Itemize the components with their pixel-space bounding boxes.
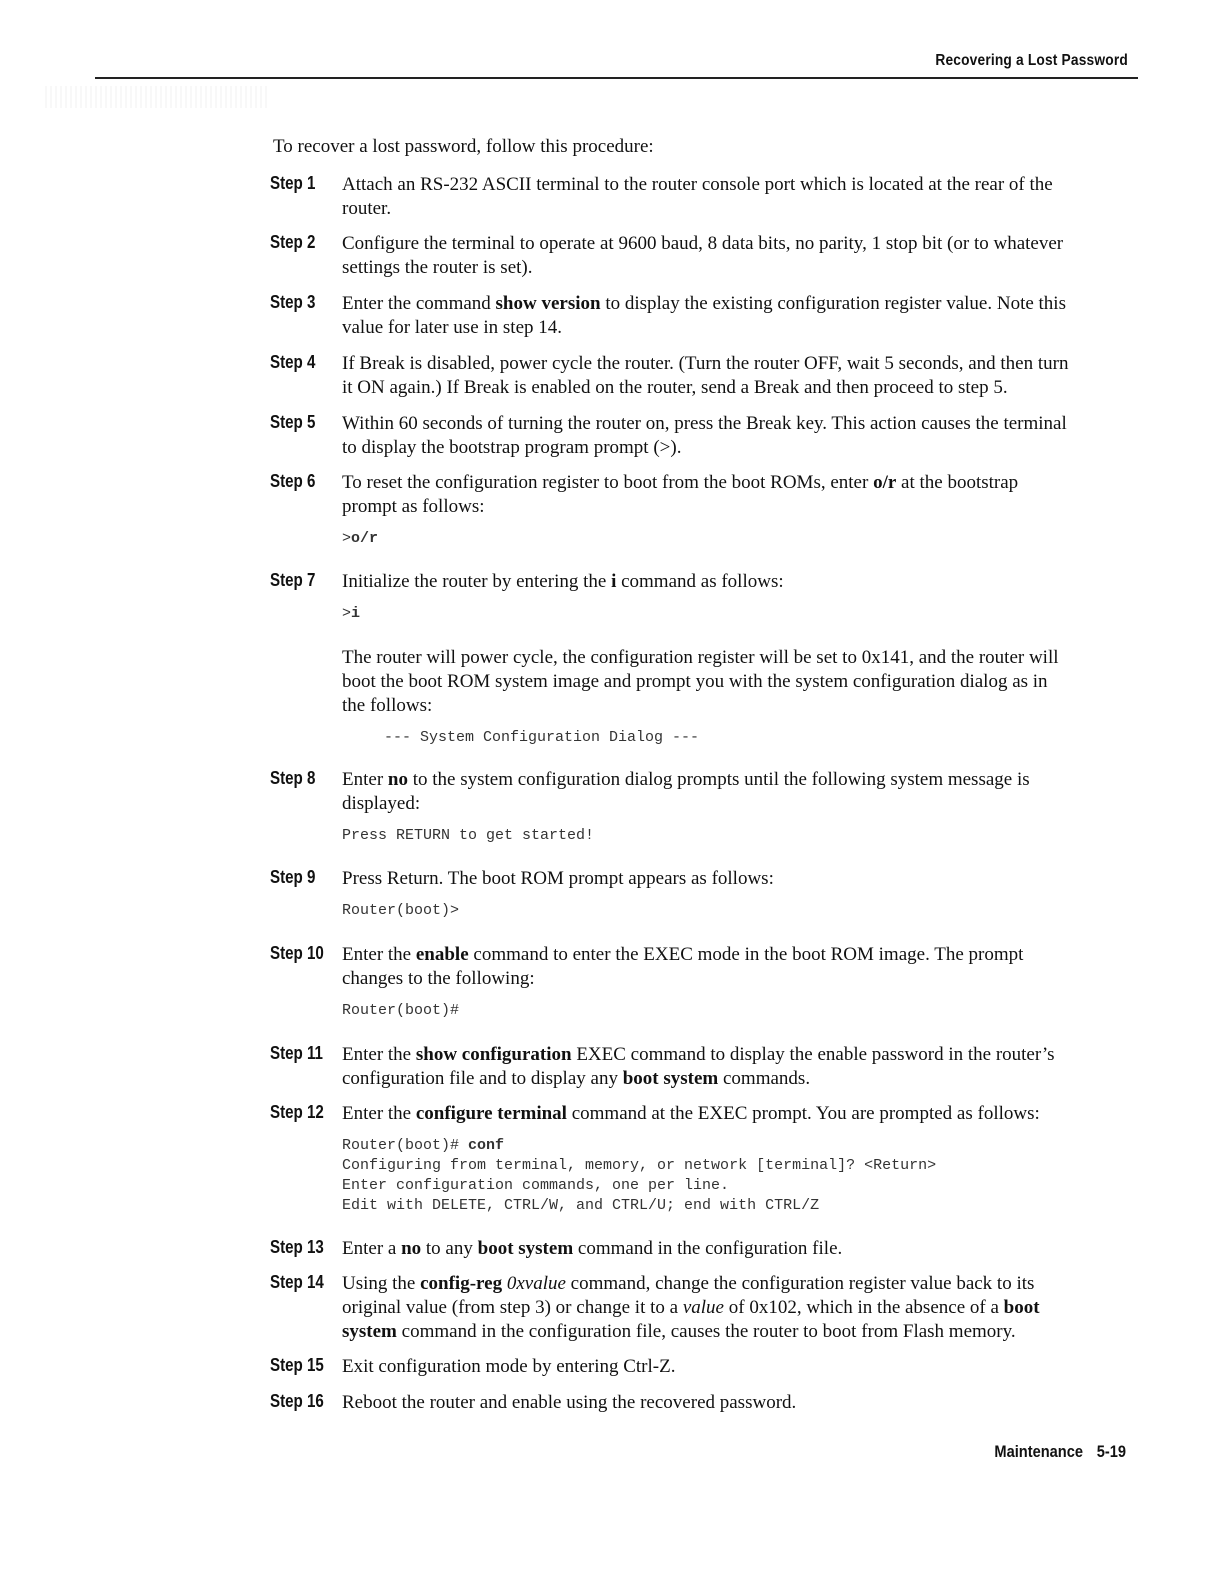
step-5 xyxy=(270,412,1070,460)
command-name: show configuration xyxy=(415,1044,572,1065)
step-text: Attach an RS-232 ASCII terminal to the router console port which is located at the rear of the router. xyxy=(342,174,1053,219)
command-name: no xyxy=(401,1238,422,1259)
step-text: Configure the terminal to operate at 9600 baud, 8 data bits, no parity, 1 stop bit (or to whatever settings the router is set). xyxy=(342,233,1064,278)
step-14 xyxy=(270,1272,1070,1344)
step-text: If Break is disabled, power cycle the router. (Turn the router OFF, wait 5 seconds, and then turn it ON again.) If Break is enabled on the router, send a Break and then proceed to step 5. xyxy=(342,353,1069,398)
step-4 xyxy=(270,352,1070,400)
step-text: Press Return. The boot ROM prompt appears as follows: Router(boot)> xyxy=(342,867,1070,921)
step-text: Enter the show configuration EXEC command to display the enable password in the router’s configuration file and to display any boot system commands. xyxy=(342,1044,1055,1089)
command-name: boot system xyxy=(342,1297,1040,1342)
step-11 xyxy=(270,1043,1070,1091)
step-text: To reset the configuration register to boot from the boot ROMs, enter o/r at the bootstrap prompt as follows: >o/r xyxy=(342,471,1070,549)
step-text: Within 60 seconds of turning the router on, press the Break key. This action causes the terminal to display the bootstrap program prompt (>). xyxy=(342,413,1067,458)
step-15 xyxy=(270,1355,1070,1379)
code-sample: Router(boot)> xyxy=(342,902,460,919)
command-name: config-reg xyxy=(420,1273,503,1294)
step-13 xyxy=(270,1237,1070,1261)
step-7 xyxy=(270,570,1070,748)
step-label: Step 7 xyxy=(270,570,316,590)
command-name: boot system xyxy=(477,1238,574,1259)
command-name: show version xyxy=(495,293,601,314)
command-name: boot system xyxy=(622,1068,719,1089)
step-label: Step 9 xyxy=(270,867,316,887)
code-sample: Press RETURN to get started! xyxy=(342,827,595,844)
step-text: Using the config-reg 0xvalue command, change the configuration register value back to its original value (from step 3) or change it to a value of 0x102, which in the absence of a boot system command in the configuration file, causes the router to boot from Flash memory. xyxy=(342,1273,1040,1342)
step-8 xyxy=(270,768,1070,846)
step-label: Step 6 xyxy=(270,471,316,491)
code-sample: --- System Configuration Dialog --- xyxy=(384,729,700,746)
step-text: Reboot the router and enable using the recovered password. xyxy=(342,1392,797,1413)
step-text: Enter the configure terminal command at the EXEC prompt. You are prompted as follows: Router(boot)# conf Configuring from terminal, memory, or network [terminal]? <Return> Enter configuration commands, one per line. Edit with DELETE, CTRL/W, and CTRL/U; end with CTRL/Z xyxy=(342,1102,1070,1216)
step-text: Enter no to the system configuration dialog prompts until the following system message is displayed: Press RETURN to get started! xyxy=(342,768,1070,846)
step-text: Enter a no to any boot system command in the configuration file. xyxy=(342,1238,843,1259)
step-9 xyxy=(270,867,1070,921)
step-paragraph: The router will power cycle, the configuration register will be set to 0x141, and the router will boot the boot ROM system image and prompt you with the system configuration dialog as in the follows: xyxy=(342,647,1059,716)
step-label: Step 12 xyxy=(270,1102,324,1122)
step-16 xyxy=(270,1391,1070,1415)
footer-section: Maintenance xyxy=(994,1442,1083,1461)
step-2 xyxy=(270,232,1070,280)
page-footer xyxy=(994,1442,1126,1462)
page-number: 5-19 xyxy=(1096,1442,1126,1461)
scan-artifact xyxy=(45,86,270,108)
step-text: Exit configuration mode by entering Ctrl-Z. xyxy=(342,1356,676,1377)
step-label: Step 4 xyxy=(270,352,316,372)
step-label: Step 5 xyxy=(270,412,316,432)
command-name: enable xyxy=(415,944,469,965)
command-name: configure terminal xyxy=(415,1103,567,1124)
step-text: Initialize the router by entering the i command as follows: >i The router will power cycle, the configuration register will be set to 0x141, and the router will boot the boot ROM system image and prompt you with the system configuration dialog as in the follows: --- System Configuration Dialog --- xyxy=(342,570,1070,748)
step-1 xyxy=(270,173,1070,221)
command-name: no xyxy=(387,769,408,790)
code-sample: Router(boot)# conf Configuring from terminal, memory, or network [terminal]? <Return> Enter configuration commands, one per line. Edit with DELETE, CTRL/W, and CTRL/U; end with CTRL/Z xyxy=(342,1137,937,1214)
running-header-title: Recovering a Lost Password xyxy=(935,52,1128,69)
code-sample: Router(boot)# xyxy=(342,1002,460,1019)
command-name: o/r xyxy=(873,472,897,493)
step-text: Enter the command show version to display the existing configuration register value. Note this value for later use in step 14. xyxy=(342,293,1066,338)
step-12 xyxy=(270,1102,1070,1216)
code-sample: >o/r xyxy=(342,530,379,547)
step-label: Step 8 xyxy=(270,768,316,788)
header-rule xyxy=(95,77,1138,79)
step-10 xyxy=(270,943,1070,1021)
step-label: Step 15 xyxy=(270,1355,324,1375)
step-label: Step 1 xyxy=(270,173,316,193)
command-name: i xyxy=(611,571,617,592)
step-label: Step 13 xyxy=(270,1237,324,1257)
step-label: Step 3 xyxy=(270,292,316,312)
step-label: Step 2 xyxy=(270,232,316,252)
step-3 xyxy=(270,292,1070,340)
step-text: Enter the enable command to enter the EXEC mode in the boot ROM image. The prompt changes to the following: Router(boot)# xyxy=(342,943,1070,1021)
step-label: Step 16 xyxy=(270,1391,324,1411)
code-sample: >i xyxy=(342,605,361,622)
step-label: Step 11 xyxy=(270,1043,323,1063)
step-label: Step 10 xyxy=(270,943,324,963)
intro-text: To recover a lost password, follow this procedure: xyxy=(273,136,654,157)
step-label: Step 14 xyxy=(270,1272,324,1292)
step-6 xyxy=(270,471,1070,549)
